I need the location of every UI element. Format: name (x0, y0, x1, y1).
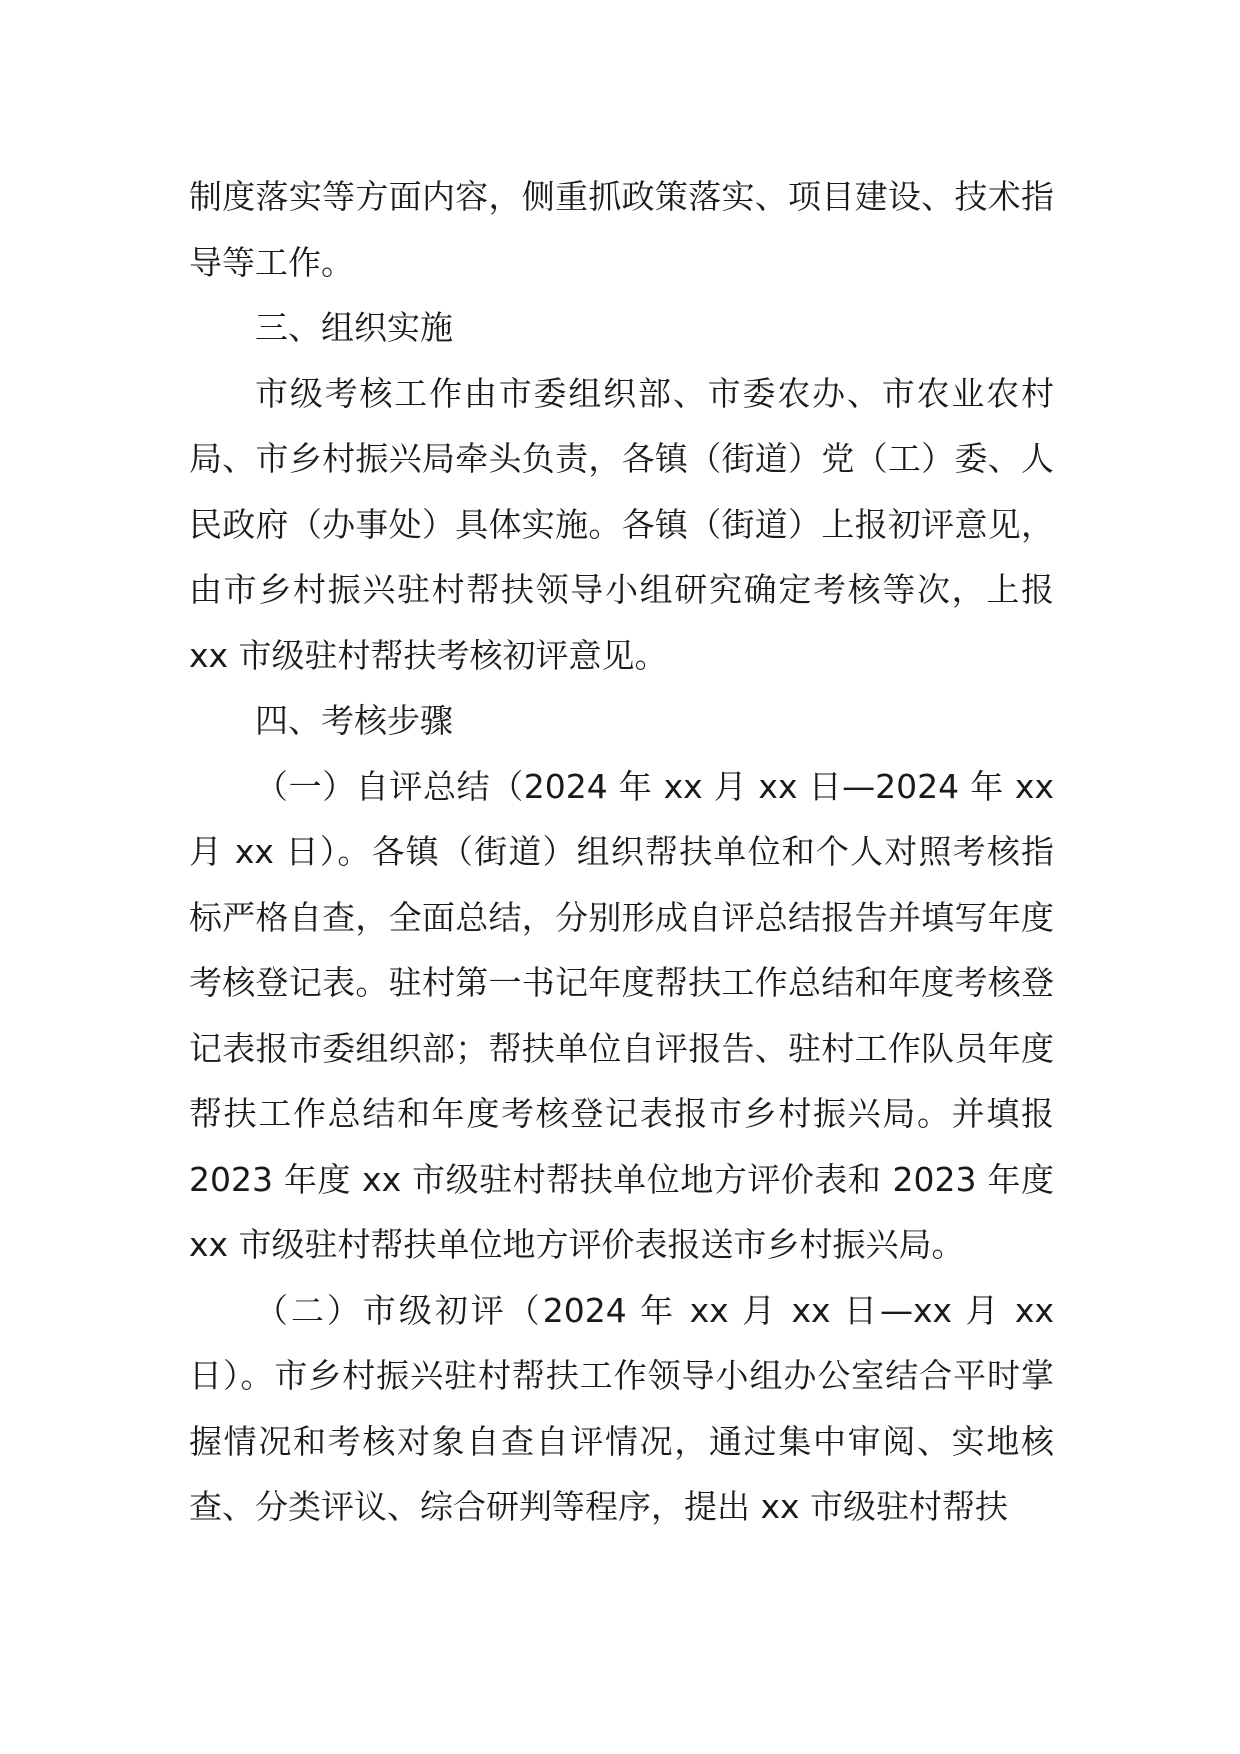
paragraph-continuation: 制度落实等方面内容，侧重抓政策落实、项目建设、技术指导等工作。 (189, 177, 1054, 282)
paragraph-step-city-preliminary: （二）市级初评（2024 年 xx 月 xx 日—xx 月 xx 日）。市乡村振兴驻村帮扶工作领导小组办公室结合平时掌握情况和考核对象自查自评情况，通过集中审阅、实地核查、分类评议、综合研判等程序，提出 xx 市级驻村帮扶 (189, 1290, 1054, 1526)
document-body (189, 164, 1054, 1540)
paragraph-step-self-evaluation: （一）自评总结（2024 年 xx 月 xx 日—2024 年 xx 月 xx 日）。各镇（街道）组织帮扶单位和个人对照考核指标严格自查，全面总结，分别形成自评总结报告并填写年度考核登记表。驻村第一书记年度帮扶工作总结和年度考核登记表报市委组织部；帮扶单位自评报告、驻村工作队员年度帮扶工作总结和年度考核登记表报市乡村振兴局。并填报 2023 年度 xx 市级驻村帮扶单位地方评价表和 2023 年度 xx 市级驻村帮扶单位地方评价表报送市乡村振兴局。 (189, 766, 1054, 1264)
paragraph-organization: 市级考核工作由市委组织部、市委农办、市农业农村局、市乡村振兴局牵头负责，各镇（街道）党（工）委、人民政府（办事处）具体实施。各镇（街道）上报初评意见，由市乡村振兴驻村帮扶领导小组研究确定考核等次，上报 xx 市级驻村帮扶考核初评意见。 (189, 373, 1054, 675)
section-heading-organization: 三、组织实施 (255, 308, 453, 347)
section-heading-steps: 四、考核步骤 (255, 701, 453, 740)
